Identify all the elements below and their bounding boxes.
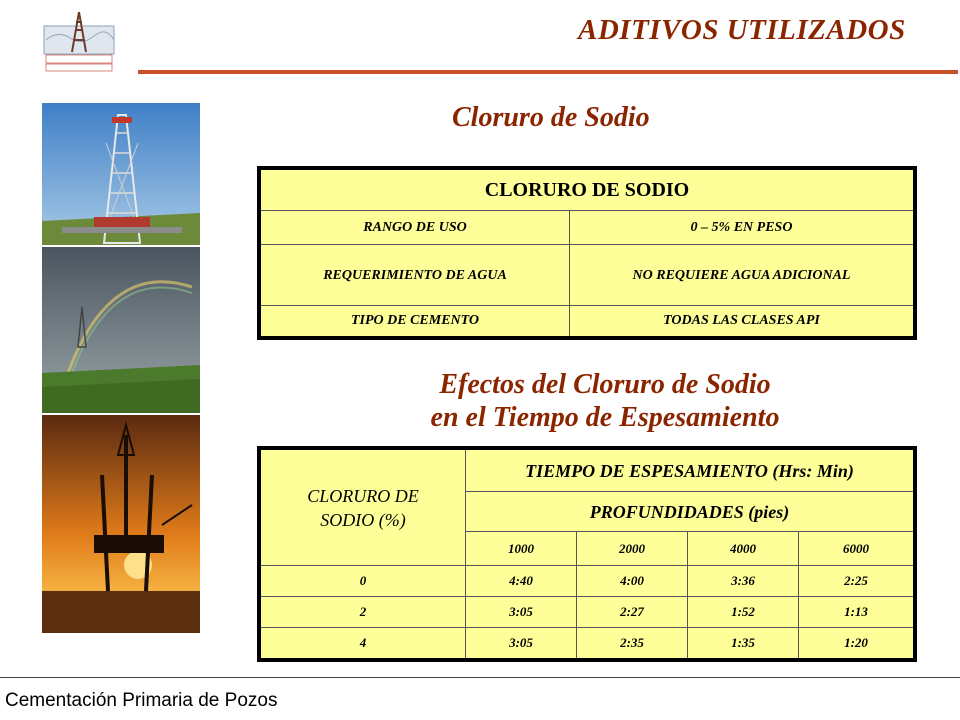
depth-header: PROFUNDIDADES (pies) (466, 492, 916, 532)
time-cell: 3:05 (466, 597, 577, 628)
table-header: CLORURO DE SODIO (259, 168, 915, 211)
page-title: ADITIVOS UTILIZADOS (578, 14, 906, 46)
depth-cell: 6000 (799, 532, 916, 566)
company-logo (38, 10, 120, 72)
pct-cell: 4 (259, 628, 466, 661)
time-cell: 2:27 (577, 597, 688, 628)
table-row (259, 566, 915, 597)
pct-column-header: CLORURO DE SODIO (%) (259, 448, 466, 566)
depth-cell: 4000 (688, 532, 799, 566)
time-cell: 2:35 (577, 628, 688, 661)
time-cell: 1:20 (799, 628, 916, 661)
time-cell: 1:13 (799, 597, 916, 628)
table-row (259, 628, 915, 661)
offshore-rig-sunset-photo (42, 415, 200, 633)
row-value: TODAS LAS CLASES API (570, 306, 916, 339)
depth-cell: 2000 (577, 532, 688, 566)
pct-cell: 0 (259, 566, 466, 597)
table-row (259, 597, 915, 628)
time-cell: 2:25 (799, 566, 916, 597)
time-header: TIEMPO DE ESPESAMIENTO (Hrs: Min) (466, 448, 916, 492)
row-value: 0 – 5% EN PESO (570, 211, 916, 245)
section-title-cloruro: Cloruro de Sodio (452, 102, 650, 133)
time-cell: 1:35 (688, 628, 799, 661)
photo-strip (42, 103, 200, 633)
row-label: RANGO DE USO (259, 211, 570, 245)
row-label: TIPO DE CEMENTO (259, 306, 570, 339)
table-row (259, 306, 915, 339)
depth-cell: 1000 (466, 532, 577, 566)
time-cell: 1:52 (688, 597, 799, 628)
time-cell: 4:40 (466, 566, 577, 597)
time-cell: 4:00 (577, 566, 688, 597)
row-label: REQUERIMIENTO DE AGUA (259, 245, 570, 306)
section-title-line1: Efectos del Cloruro de Sodio (439, 369, 771, 400)
footer-text: Cementación Primaria de Pozos (5, 690, 278, 711)
section-title-efectos (380, 368, 830, 434)
title-underline (138, 70, 958, 74)
time-cell: 3:36 (688, 566, 799, 597)
footer-divider (0, 677, 960, 678)
row-value: NO REQUIERE AGUA ADICIONAL (570, 245, 916, 306)
drilling-rig-photo (42, 103, 200, 245)
table-row (259, 245, 915, 306)
pct-cell: 2 (259, 597, 466, 628)
rainbow-rig-photo (42, 247, 200, 413)
time-cell: 3:05 (466, 628, 577, 661)
sodium-chloride-properties-table (257, 166, 917, 340)
thickening-time-table (257, 446, 917, 662)
section-title-line2: en el Tiempo de Espesamiento (430, 402, 780, 433)
table-row (259, 211, 915, 245)
